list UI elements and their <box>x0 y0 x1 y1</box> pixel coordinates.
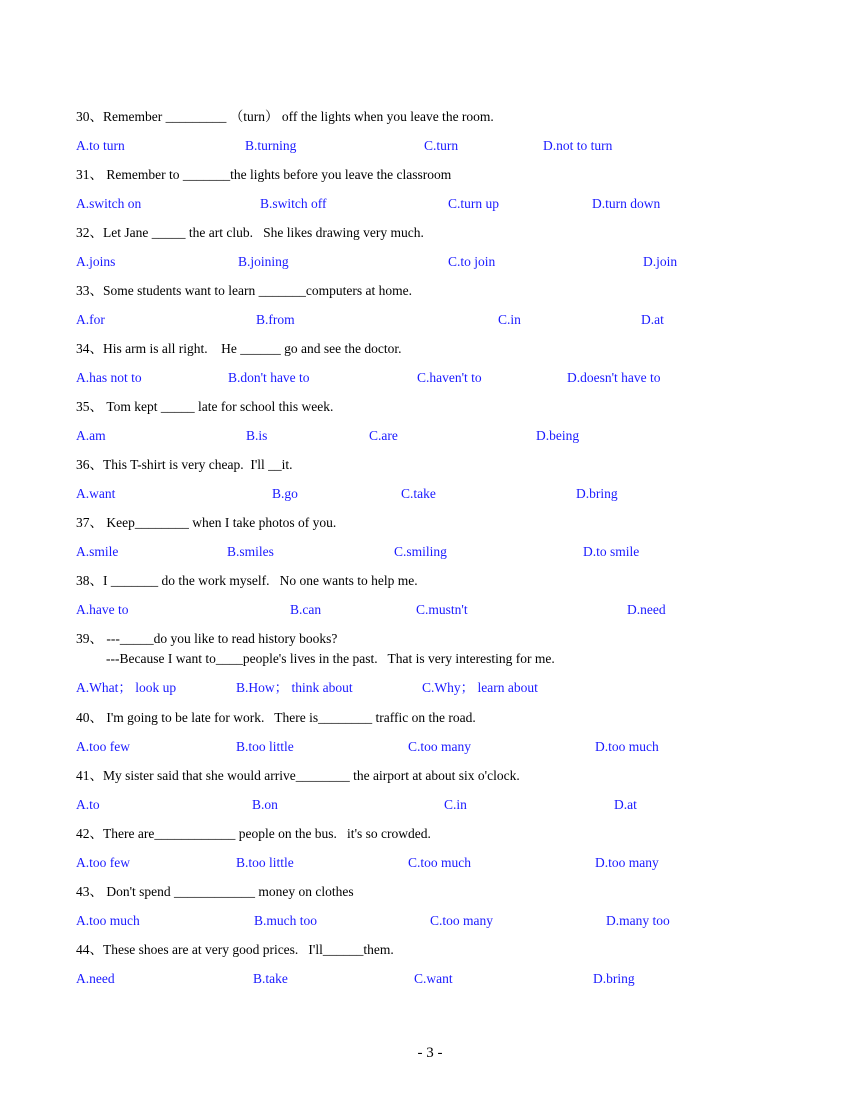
option-d: D.not to turn <box>543 138 613 153</box>
question-35 <box>76 398 333 416</box>
options-31 <box>0 195 860 213</box>
option-c: C.too many <box>430 913 493 928</box>
options-43 <box>0 912 860 930</box>
question-33 <box>76 282 412 300</box>
option-a: A.need <box>76 971 115 986</box>
option-c: C.too much <box>408 855 471 870</box>
option-b: B.turning <box>245 138 297 153</box>
question-subtext: ---Because I want to____people's lives in the past. That is very interesting for me. <box>106 651 555 666</box>
option-c: C.to join <box>448 254 496 269</box>
question-36 <box>76 456 293 474</box>
question-38 <box>76 572 418 590</box>
option-d: D.bring <box>593 971 635 986</box>
question-42 <box>76 825 431 843</box>
option-a: A.too few <box>76 739 130 754</box>
option-c: C.Why； learn about <box>422 680 538 695</box>
option-c: C.want <box>414 971 453 986</box>
options-32 <box>0 253 860 271</box>
question-31 <box>76 166 451 184</box>
option-d: D.many too <box>606 913 670 928</box>
option-c: C.in <box>444 797 467 812</box>
option-a: A.has not to <box>76 370 142 385</box>
question-text: 44、These shoes are at very good prices. I'll______them. <box>76 942 394 957</box>
option-c: C.take <box>401 486 436 501</box>
option-b: B.joining <box>238 254 289 269</box>
option-c: C.haven't to <box>417 370 482 385</box>
option-d: D.too much <box>595 739 659 754</box>
question-37 <box>76 514 336 532</box>
option-d: D.to smile <box>583 544 640 559</box>
option-d: D.too many <box>595 855 659 870</box>
question-32 <box>76 224 424 242</box>
option-b: B.don't have to <box>228 370 310 385</box>
option-a: A.switch on <box>76 196 142 211</box>
question-34 <box>76 340 401 358</box>
question-40 <box>76 709 476 727</box>
question-text: 32、Let Jane _____ the art club. She likes drawing very much. <box>76 225 424 240</box>
option-c: C.mustn't <box>416 602 468 617</box>
option-a: A.for <box>76 312 105 327</box>
question-text: 34、His arm is all right. He ______ go and see the doctor. <box>76 341 402 356</box>
options-33 <box>0 311 860 329</box>
question-text: 42、There are____________ people on the bus. it's so crowded. <box>76 826 431 841</box>
question-text: 40、 I'm going to be late for work. There is________ traffic on the road. <box>76 710 476 725</box>
option-d: D.bring <box>576 486 618 501</box>
option-d: D.need <box>627 602 666 617</box>
option-a: A.want <box>76 486 116 501</box>
option-a: A.too much <box>76 913 140 928</box>
question-text: 38、I _______ do the work myself. No one wants to help me. <box>76 573 418 588</box>
question-text: 43、 Don't spend ____________ money on clothes <box>76 884 354 899</box>
question-text: 33、Some students want to learn _______computers at home. <box>76 283 412 298</box>
question-44 <box>76 941 394 959</box>
options-36 <box>0 485 860 503</box>
question-text: 37、 Keep________ when I take photos of you. <box>76 515 337 530</box>
options-41 <box>0 796 860 814</box>
question-text: 41、My sister said that she would arrive________ the airport at about six o'clock. <box>76 768 520 783</box>
options-30 <box>0 137 860 155</box>
option-a: A.smile <box>76 544 119 559</box>
question-43 <box>76 883 354 901</box>
question-text: 39、 ---_____do you like to read history books? <box>76 631 338 646</box>
option-a: A.to turn <box>76 138 125 153</box>
option-a: A.joins <box>76 254 116 269</box>
question-text: 35、 Tom kept _____ late for school this week. <box>76 399 334 414</box>
option-a: A.What； look up <box>76 680 177 695</box>
option-b: B.go <box>272 486 298 501</box>
options-42 <box>0 854 860 872</box>
option-b: B.switch off <box>260 196 327 211</box>
option-b: B.is <box>246 428 268 443</box>
option-b: B.How； think about <box>236 680 353 695</box>
question-41 <box>76 767 520 785</box>
question-text: 30、Remember _________ （turn） off the lights when you leave the room. <box>76 109 494 124</box>
option-a: A.too few <box>76 855 130 870</box>
option-a: A.am <box>76 428 106 443</box>
option-a: A.to <box>76 797 100 812</box>
option-c: C.turn up <box>448 196 500 211</box>
options-35 <box>0 427 860 445</box>
option-b: B.much too <box>254 913 317 928</box>
option-b: B.from <box>256 312 295 327</box>
option-c: C.smiling <box>394 544 447 559</box>
option-d: D.at <box>614 797 637 812</box>
question-text: 36、This T-shirt is very cheap. I'll __it. <box>76 457 293 472</box>
option-d: D.join <box>643 254 678 269</box>
options-44 <box>0 970 860 988</box>
question-text: 31、 Remember to _______the lights before you leave the classroom <box>76 167 452 182</box>
option-b: B.too little <box>236 739 294 754</box>
option-b: B.too little <box>236 855 294 870</box>
options-38 <box>0 601 860 619</box>
option-c: C.turn <box>424 138 459 153</box>
option-d: D.being <box>536 428 580 443</box>
options-39 <box>0 679 860 697</box>
options-40 <box>0 738 860 756</box>
option-b: B.can <box>290 602 322 617</box>
option-d: D.turn down <box>592 196 661 211</box>
options-34 <box>0 369 860 387</box>
option-c: C.are <box>369 428 398 443</box>
question-39 <box>76 630 555 668</box>
question-30 <box>76 108 494 126</box>
option-c: C.in <box>498 312 521 327</box>
page-number: - 3 - <box>417 1045 443 1061</box>
option-c: C.too many <box>408 739 471 754</box>
option-d: D.doesn't have to <box>567 370 661 385</box>
options-37 <box>0 543 860 561</box>
option-b: B.on <box>252 797 278 812</box>
option-a: A.have to <box>76 602 129 617</box>
option-d: D.at <box>641 312 664 327</box>
option-b: B.smiles <box>227 544 274 559</box>
option-b: B.take <box>253 971 288 986</box>
